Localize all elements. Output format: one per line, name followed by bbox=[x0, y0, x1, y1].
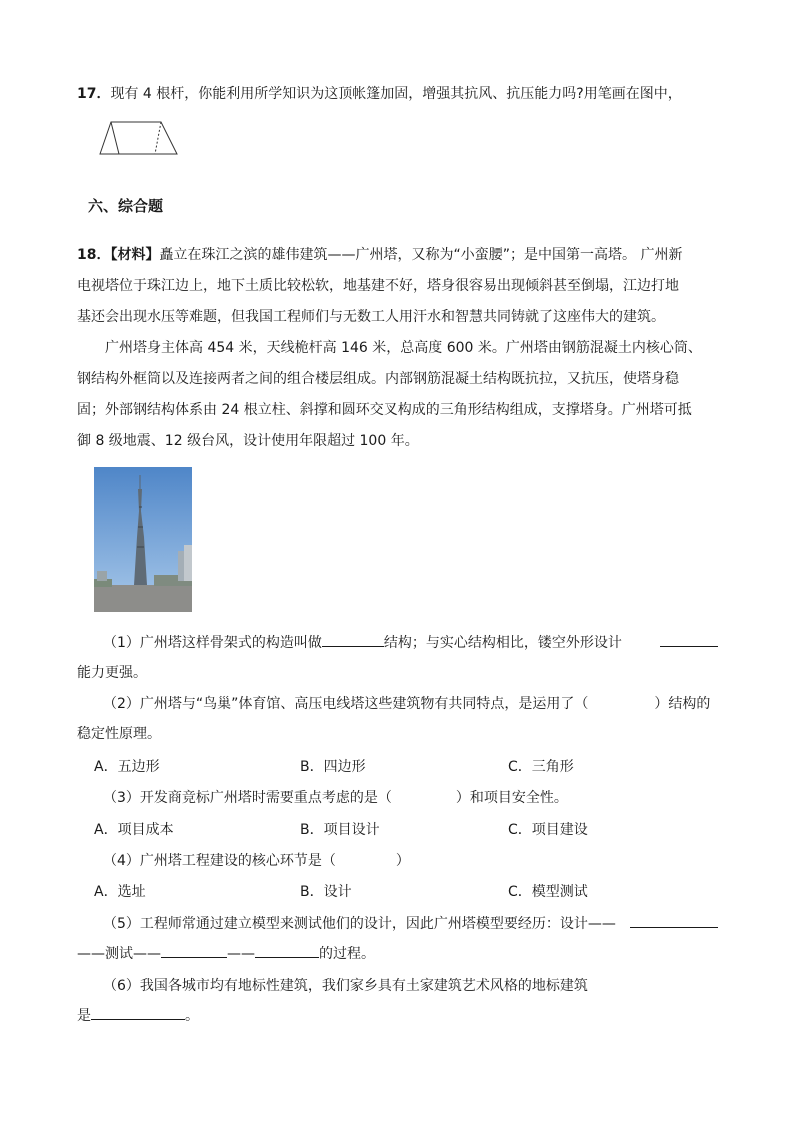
text-line: 电视塔位于珠江边上，地下土质比较松软，地基建不好，塔身很容易出现倾斜甚至倒塌，江边打地 bbox=[77, 278, 679, 294]
option-c[interactable]: C．项目建设 bbox=[508, 822, 588, 838]
sub-question-3: （3）开发商竞标广州塔时需要重点考虑的是（ ）和项目安全性。 bbox=[103, 790, 568, 806]
sub-question-1: （1）广州塔这样骨架式的构造叫做 结构；与实心结构相比，镂空外形设计 bbox=[103, 632, 622, 652]
section-title: 六、综合题 bbox=[88, 197, 164, 215]
option-b[interactable]: B．四边形 bbox=[300, 759, 366, 775]
text-line: 基还会出现水压等难题，但我国工程师们与无数工人用汗水和智慧共同铸就了这座伟大的建筑。 bbox=[77, 309, 665, 325]
question-number: 17． bbox=[77, 86, 111, 102]
material-tag: 【材料】 bbox=[110, 247, 160, 263]
option-c[interactable]: C．模型测试 bbox=[508, 884, 588, 900]
text-line: 固；外部钢结构体系由 24 根立柱、斜撑和圆环交叉构成的三角形结构组成，支撑塔身。广州塔可抵 bbox=[77, 402, 692, 418]
question-text: 现有 4 根杆，你能利用所学知识为这顶帐篷加固，增强其抗风、抗压能力吗?用笔画在图中， bbox=[110, 86, 682, 102]
answer-blank[interactable] bbox=[660, 632, 718, 647]
text-line: 御 8 级地震、12 级台风，设计使用年限超过 100 年。 bbox=[77, 433, 419, 449]
sub-question-2-continued: 稳定性原理。 bbox=[77, 726, 161, 742]
sub-question-4: （4）广州塔工程建设的核心环节是（ ） bbox=[103, 853, 410, 869]
question-number: 18． bbox=[77, 247, 111, 263]
answer-blank[interactable] bbox=[322, 632, 384, 647]
material-paragraph-2 bbox=[77, 333, 719, 457]
answer-blank[interactable] bbox=[630, 913, 718, 928]
question-17 bbox=[77, 83, 682, 103]
sub-question-6: （6）我国各城市均有地标性建筑，我们家乡具有土家建筑艺术风格的地标建筑 bbox=[103, 978, 588, 994]
sub-question-2: （2）广州塔与“鸟巢”体育馆、高压电线塔这些建筑物有共同特点，是运用了（ ）结构的 bbox=[103, 696, 711, 712]
sub-question-6-continued: 是 。 bbox=[77, 1005, 199, 1025]
option-b[interactable]: B．项目设计 bbox=[300, 822, 380, 838]
sub-question-5: （5）工程师常通过建立模型来测试他们的设计，因此广州塔模型要经历：设计—— bbox=[103, 916, 616, 932]
answer-blank[interactable] bbox=[255, 943, 319, 958]
answer-blank[interactable] bbox=[91, 1005, 185, 1020]
text-line: 广州塔身主体高 454 米，天线桅杆高 146 米，总高度 600 米。广州塔由钢筋混凝土内核心筒、 bbox=[105, 340, 702, 356]
option-a[interactable]: A．五边形 bbox=[94, 759, 160, 775]
text-line: 18．【材料】矗立在珠江之滨的雄伟建筑——广州塔，又称为“小蛮腰”；是中国第一高塔。 广州新 bbox=[77, 247, 683, 263]
option-a[interactable]: A．项目成本 bbox=[94, 822, 174, 838]
text-line: 钢结构外框筒以及连接两者之间的组合楼层组成。内部钢筋混凝土结构既抗拉，又抗压，使塔身稳 bbox=[77, 371, 679, 387]
sub-question-1-continued: 能力更强。 bbox=[77, 665, 147, 681]
material-paragraph-1 bbox=[77, 240, 719, 333]
canton-tower-photo bbox=[94, 467, 192, 612]
option-a[interactable]: A．选址 bbox=[94, 884, 146, 900]
option-c[interactable]: C．三角形 bbox=[508, 759, 574, 775]
sub-question-5-continued: ——测试—— —— 的过程。 bbox=[77, 943, 375, 963]
option-b[interactable]: B．设计 bbox=[300, 884, 352, 900]
tent-figure bbox=[97, 118, 179, 158]
answer-blank[interactable] bbox=[161, 943, 227, 958]
